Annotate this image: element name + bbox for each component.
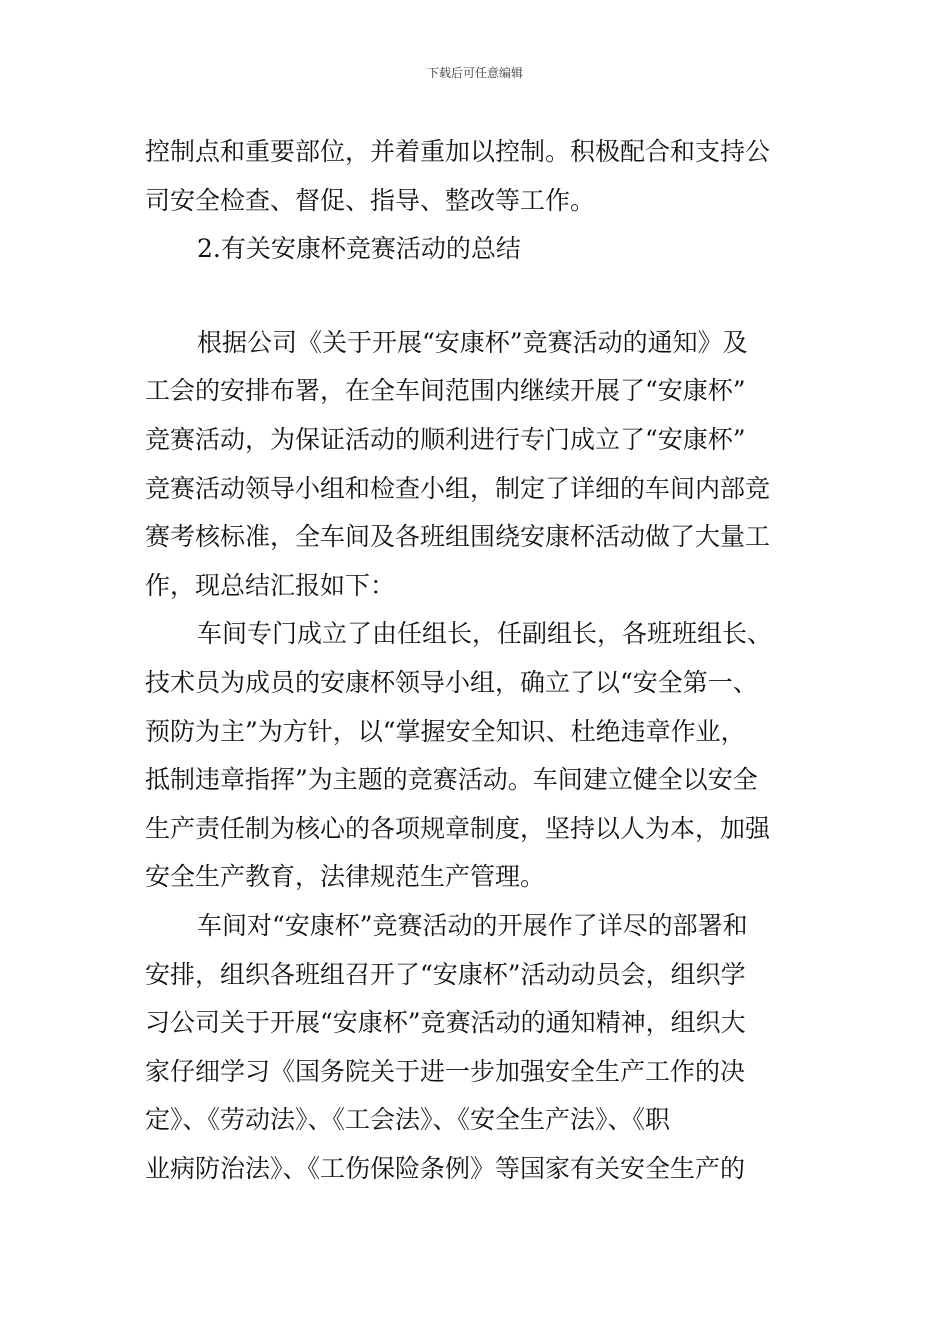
paragraph-4-line-1: 车间专门成立了由任组长，任副组长，各班班组长、 xyxy=(197,619,773,649)
paragraph-3-line-2: 工会的安排布署，在全车间范围内继续开展了“安康杯” xyxy=(145,376,746,406)
paragraph-gap xyxy=(145,274,807,319)
paragraph-4-line-4: 抵制违章指挥”为主题的竞赛活动。车间建立健全以安全 xyxy=(145,765,758,795)
paragraph-1-line-1: 控制点和重要部位，并着重加以控制。积极配合和支持公 xyxy=(145,137,771,166)
paragraph-4-line-6: 安全生产教育，法律规范生产管理。 xyxy=(145,862,546,892)
paragraph-4-line-2: 技术员为成员的安康杯领导小组，确立了以“安全第一、 xyxy=(145,667,758,697)
paragraph-3-line-3: 竞赛活动，为保证活动的顺利进行专门成立了“安康杯” xyxy=(145,424,746,454)
paragraph-5-line-5: 定》、《劳动法》、《工会法》、《安全生产法》、《职 xyxy=(145,1105,671,1135)
paragraph-1-line-2: 司安全检查、督促、指导、整改等工作。 xyxy=(145,185,596,215)
paragraph-4-line-5: 生产责任制为核心的各项规章制度，坚持以人为本，加强 xyxy=(145,813,771,843)
paragraph-3-line-1: 根据公司《关于开展“安康杯”竞赛活动的通知》及 xyxy=(197,327,748,357)
paragraph-3-line-6: 作，现总结汇报如下： xyxy=(145,570,396,600)
paragraph-4-line-3: 预防为主”为方针，以“掌握安全知识、杜绝违章作业， xyxy=(145,716,746,746)
paragraph-5-line-3: 习公司关于开展“安康杯”竞赛活动的通知精神，组织大 xyxy=(145,1008,746,1038)
section-heading: 2.有关安康杯竞赛活动的总结 xyxy=(197,234,521,264)
paragraph-3-line-4: 竞赛活动领导小组和检查小组，制定了详细的车间内部竞 xyxy=(145,473,771,503)
paragraph-5-line-1: 车间对“安康杯”竞赛活动的开展作了详尽的部署和 xyxy=(197,910,748,940)
paragraph-5-line-2: 安排，组织各班组召开了“安康杯”活动动员会，组织学 xyxy=(145,959,746,989)
paragraph-5-line-6: 业病防治法》、《工伤保险条例》等国家有关安全生产的 xyxy=(145,1153,746,1183)
document-body xyxy=(145,128,807,1193)
page-header-note: 下载后可任意编辑 xyxy=(426,66,523,80)
paragraph-5-line-4: 家仔细学习《国务院关于进一步加强安全生产工作的决 xyxy=(145,1056,746,1086)
paragraph-3-line-5: 赛考核标准，全车间及各班组围绕安康杯活动做了大量工 xyxy=(145,522,771,552)
